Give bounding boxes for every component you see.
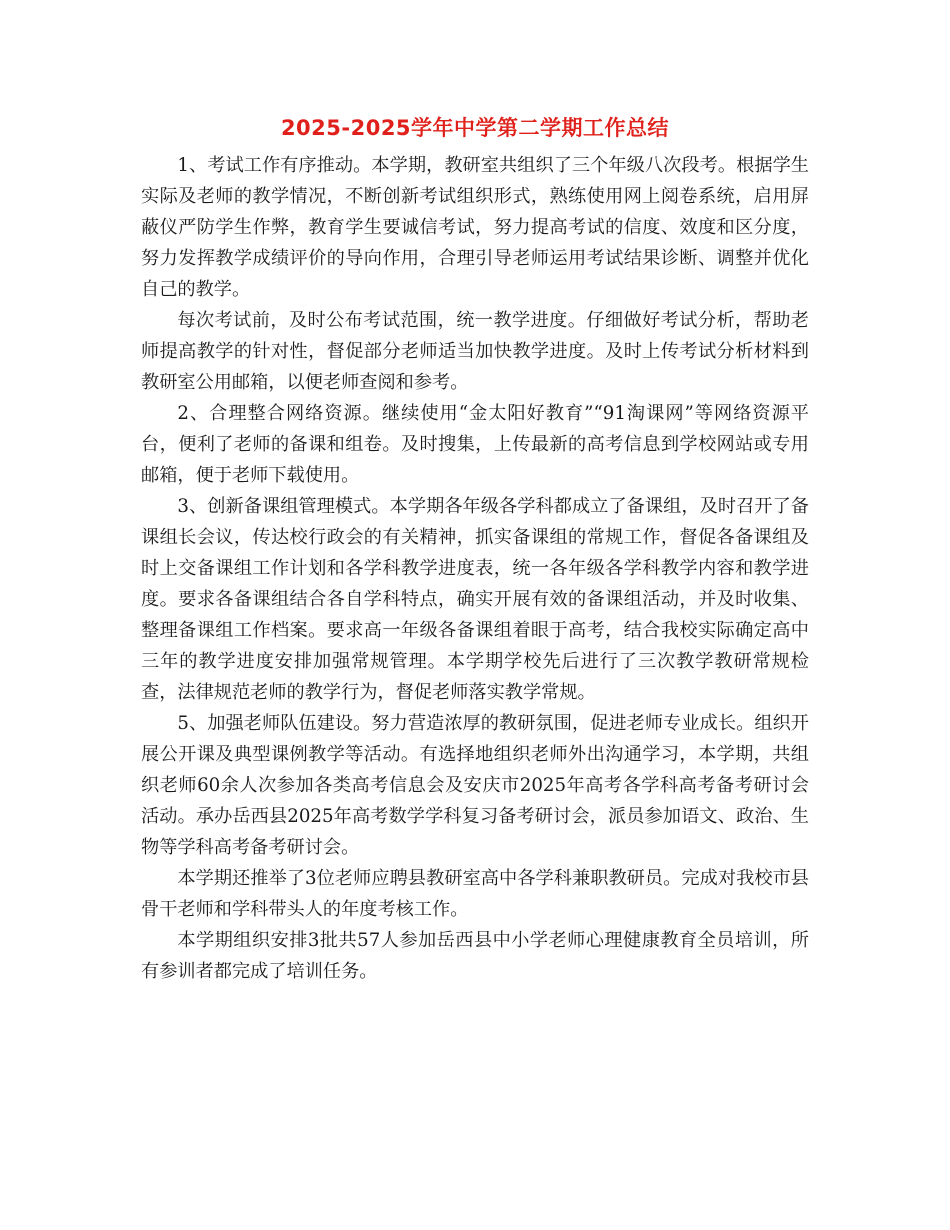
paragraph-exam-analysis: 每次考试前，及时公布考试范围，统一教学进度。仔细做好考试分析，帮助老师提高教学的针对性，督促部分老师适当加快教学进度。及时上传考试分析材料到教研室公用邮箱，以便老师查阅和参考。	[141, 310, 809, 393]
document-title: 2025-2025学年中学第二学期工作总结	[280, 116, 670, 140]
document-body	[141, 150, 809, 987]
paragraph-lesson-group-management: 3、创新备课组管理模式。本学期各年级各学科都成立了备课组，及时召开了备课组长会议，传达校行政会的有关精神，抓实备课组的常规工作，督促各备课组及时上交备课组工作计划和各学科教学进度表，统一各年级各学科教学内容和教学进度。要求各备课组结合各自学科特点，确实开展有效的备课组活动，并及时收集、整理备课组工作档案。要求高一年级各备课组着眼于高考，结合我校实际确定高中三年的教学进度安排加强常规管理。本学期学校先后进行了三次教学教研常规检查，法律规范老师的教学行为，督促老师落实教学常规。	[141, 496, 809, 703]
paragraph-part-time-researchers: 本学期还推举了3位老师应聘县教研室高中各学科兼职教研员。完成对我校市县骨干老师和学科带头人的年度考核工作。	[141, 868, 809, 920]
paragraph-teacher-team: 5、加强老师队伍建设。努力营造浓厚的教研氛围，促进老师专业成长。组织开展公开课及典型课例教学等活动。有选择地组织老师外出沟通学习，本学期，共组织老师60余人次参加各类高考信息会及安庆市2025年高考各学科高考备考研讨会活动。承办岳西县2025年高考数学学科复习备考研讨会，派员参加语文、政治、生物等学科高考备考研讨会。	[141, 713, 809, 858]
paragraph-mental-health-training: 本学期组织安排3批共57人参加岳西县中小学老师心理健康教育全员培训，所有参训者都完成了培训任务。	[141, 930, 809, 982]
paragraph-network-resources: 2、合理整合网络资源。继续使用“金太阳好教育”“91淘课网”等网络资源平台，便利了老师的备课和组卷。及时搜集，上传最新的高考信息到学校网站或专用邮箱，便于老师下载使用。	[141, 403, 809, 486]
paragraph-exam-work: 1、考试工作有序推动。本学期，教研室共组织了三个年级八次段考。根据学生实际及老师的教学情况，不断创新考试组织形式，熟练使用网上阅卷系统，启用屏蔽仪严防学生作弊，教育学生要诚信考试，努力提高考试的信度、效度和区分度，努力发挥教学成绩评价的导向作用，合理引导老师运用考试结果诊断、调整并优化自己的教学。	[141, 155, 809, 300]
